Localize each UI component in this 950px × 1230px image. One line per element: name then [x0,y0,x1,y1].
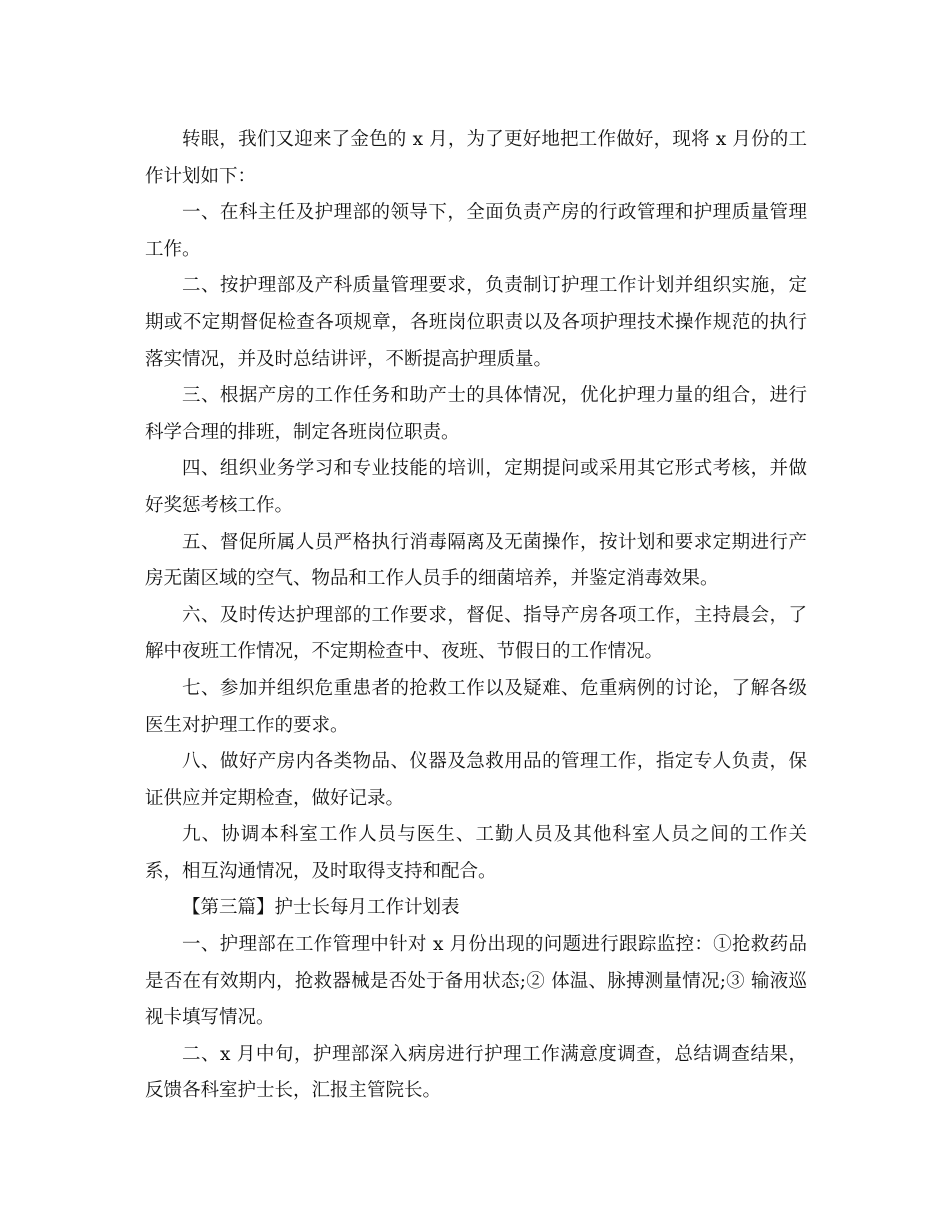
section-item-1: 一、护理部在工作管理中针对 x 月份出现的问题进行跟踪监控：①抢救药品是否在有效期内，抢救器械是否处于备用状态;② 体温、脉搏测量情况;③ 输液巡视卡填写情况。 [145,934,807,1029]
plan-item-3: 三、根据产房的工作任务和助产士的具体情况，优化护理力量的组合，进行科学合理的排班，制定各班岗位职责。 [145,385,807,443]
section-heading: 【第三篇】护士长每月工作计划表 [182,897,460,919]
document-page [145,122,807,1110]
plan-item-5: 五、督促所属人员严格执行消毒隔离及无菌操作，按计划和要求定期进行产房无菌区域的空气、物品和工作人员手的细菌培养，并鉴定消毒效果。 [145,531,807,590]
intro-paragraph: 转眼，我们又迎来了金色的 x 月，为了更好地把工作做好，现将 x 月份的工作计划如下： [145,129,807,187]
plan-item-4: 四、组织业务学习和专业技能的培训，定期提问或采用其它形式考核，并做好奖惩考核工作。 [145,458,807,516]
plan-item-6: 六、及时传达护理部的工作要求，督促、指导产房各项工作，主持晨会，了解中夜班工作情况，不定期检查中、夜班、节假日的工作情况。 [145,604,807,663]
plan-item-2: 二、按护理部及产科质量管理要求，负责制订护理工作计划并组织实施，定期或不定期督促检查各项规章，各班岗位职责以及各项护理技术操作规范的执行落实情况，并及时总结讲评，不断提高护理质量。 [145,275,807,370]
plan-item-9: 九、协调本科室工作人员与医生、工勤人员及其他科室人员之间的工作关系，相互沟通情况，及时取得支持和配合。 [145,824,807,882]
plan-item-1: 一、在科主任及护理部的领导下，全面负责产房的行政管理和护理质量管理工作。 [145,202,807,260]
plan-item-7: 七、参加并组织危重患者的抢救工作以及疑难、危重病例的讨论，了解各级医生对护理工作的要求。 [145,677,807,736]
section-item-2: 二、x 月中旬，护理部深入病房进行护理工作满意度调查，总结调查结果，反馈各科室护士长，汇报主管院长。 [145,1043,807,1102]
plan-item-8: 八、做好产房内各类物品、仪器及急救用品的管理工作，指定专人负责，保证供应并定期检查，做好记录。 [145,751,807,809]
